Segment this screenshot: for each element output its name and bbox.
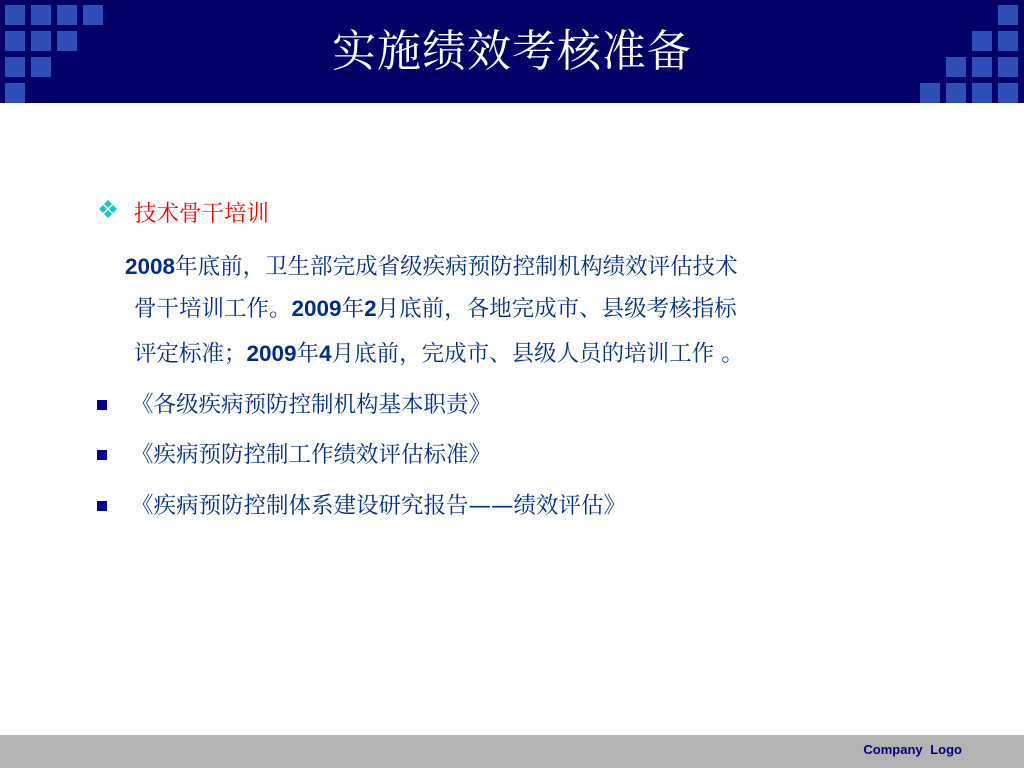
text-run: 评定标准； — [134, 341, 247, 367]
text-run: 骨干培训工作。 — [134, 296, 292, 322]
text-run: 年底前，卫生部完成省级疾病预防控制机构绩效评估技术 — [175, 254, 738, 280]
list-item: 《疾病预防控制体系建设研究报告——绩效评估》 — [131, 493, 627, 519]
square-bullet-icon — [97, 450, 107, 460]
text-run: 年 — [341, 296, 365, 322]
text-run: 月底前，完成市、县级人员的培训工作 。 — [331, 341, 744, 367]
paragraph-line-3 — [134, 336, 744, 368]
square-bullet-icon — [97, 501, 107, 511]
paragraph-line-2 — [134, 291, 737, 323]
diamond-cluster-icon — [94, 195, 122, 223]
list-item: 《疾病预防控制工作绩效评估标准》 — [131, 442, 492, 468]
month-number: 2 — [364, 296, 377, 321]
year-text: 2009 — [291, 296, 342, 321]
paragraph-line-1 — [125, 249, 738, 281]
company-logo: Company Logo — [863, 742, 962, 757]
footer-bar — [0, 735, 1024, 768]
text-run: 月底前，各地完成市、县级考核指标 — [376, 296, 737, 322]
text-run: 年 — [296, 341, 320, 367]
year-text: 2009 — [246, 341, 297, 366]
slide-title: 实施绩效考核准备 — [332, 26, 692, 77]
square-bullet-icon — [97, 400, 107, 410]
year-text: 2008 — [125, 254, 176, 279]
list-item: 《各级疾病预防控制机构基本职责》 — [131, 392, 492, 418]
month-number: 4 — [319, 341, 332, 366]
section-heading: 技术骨干培训 — [134, 201, 270, 227]
